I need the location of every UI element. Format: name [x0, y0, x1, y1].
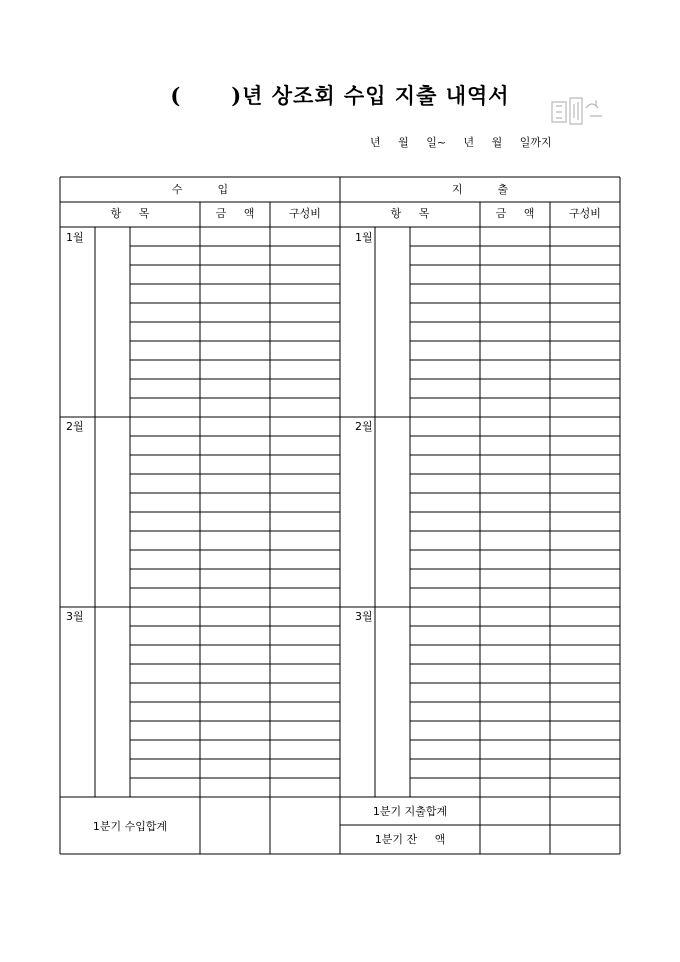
document-title: ( )년 상조회 수입 지출 내역서	[170, 83, 510, 108]
period-line: 년 월 일~ 년 월 일까지	[370, 136, 552, 149]
income-month-1: 1월	[66, 231, 84, 244]
income-col-ratio: 구성비	[289, 207, 321, 220]
expense-col-ratio: 구성비	[569, 207, 601, 220]
balance-label: 1분기 잔 액	[374, 833, 446, 846]
income-month-2: 2월	[66, 420, 84, 433]
expense-month-3: 3월	[355, 610, 373, 623]
income-header: 수 입	[171, 183, 229, 196]
expense-month-2: 2월	[355, 420, 373, 433]
expense-col-amount: 금 액	[495, 207, 535, 220]
income-month-3: 3월	[66, 610, 84, 623]
expense-header: 지 출	[451, 183, 509, 196]
expense-col-item: 항 목	[390, 207, 430, 220]
expense-total-label: 1분기 지출합계	[372, 805, 448, 818]
income-col-item: 항 목	[110, 207, 150, 220]
expense-month-1: 1월	[355, 231, 373, 244]
income-total-label: 1분기 수입합계	[92, 820, 168, 833]
income-col-amount: 금 액	[215, 207, 255, 220]
